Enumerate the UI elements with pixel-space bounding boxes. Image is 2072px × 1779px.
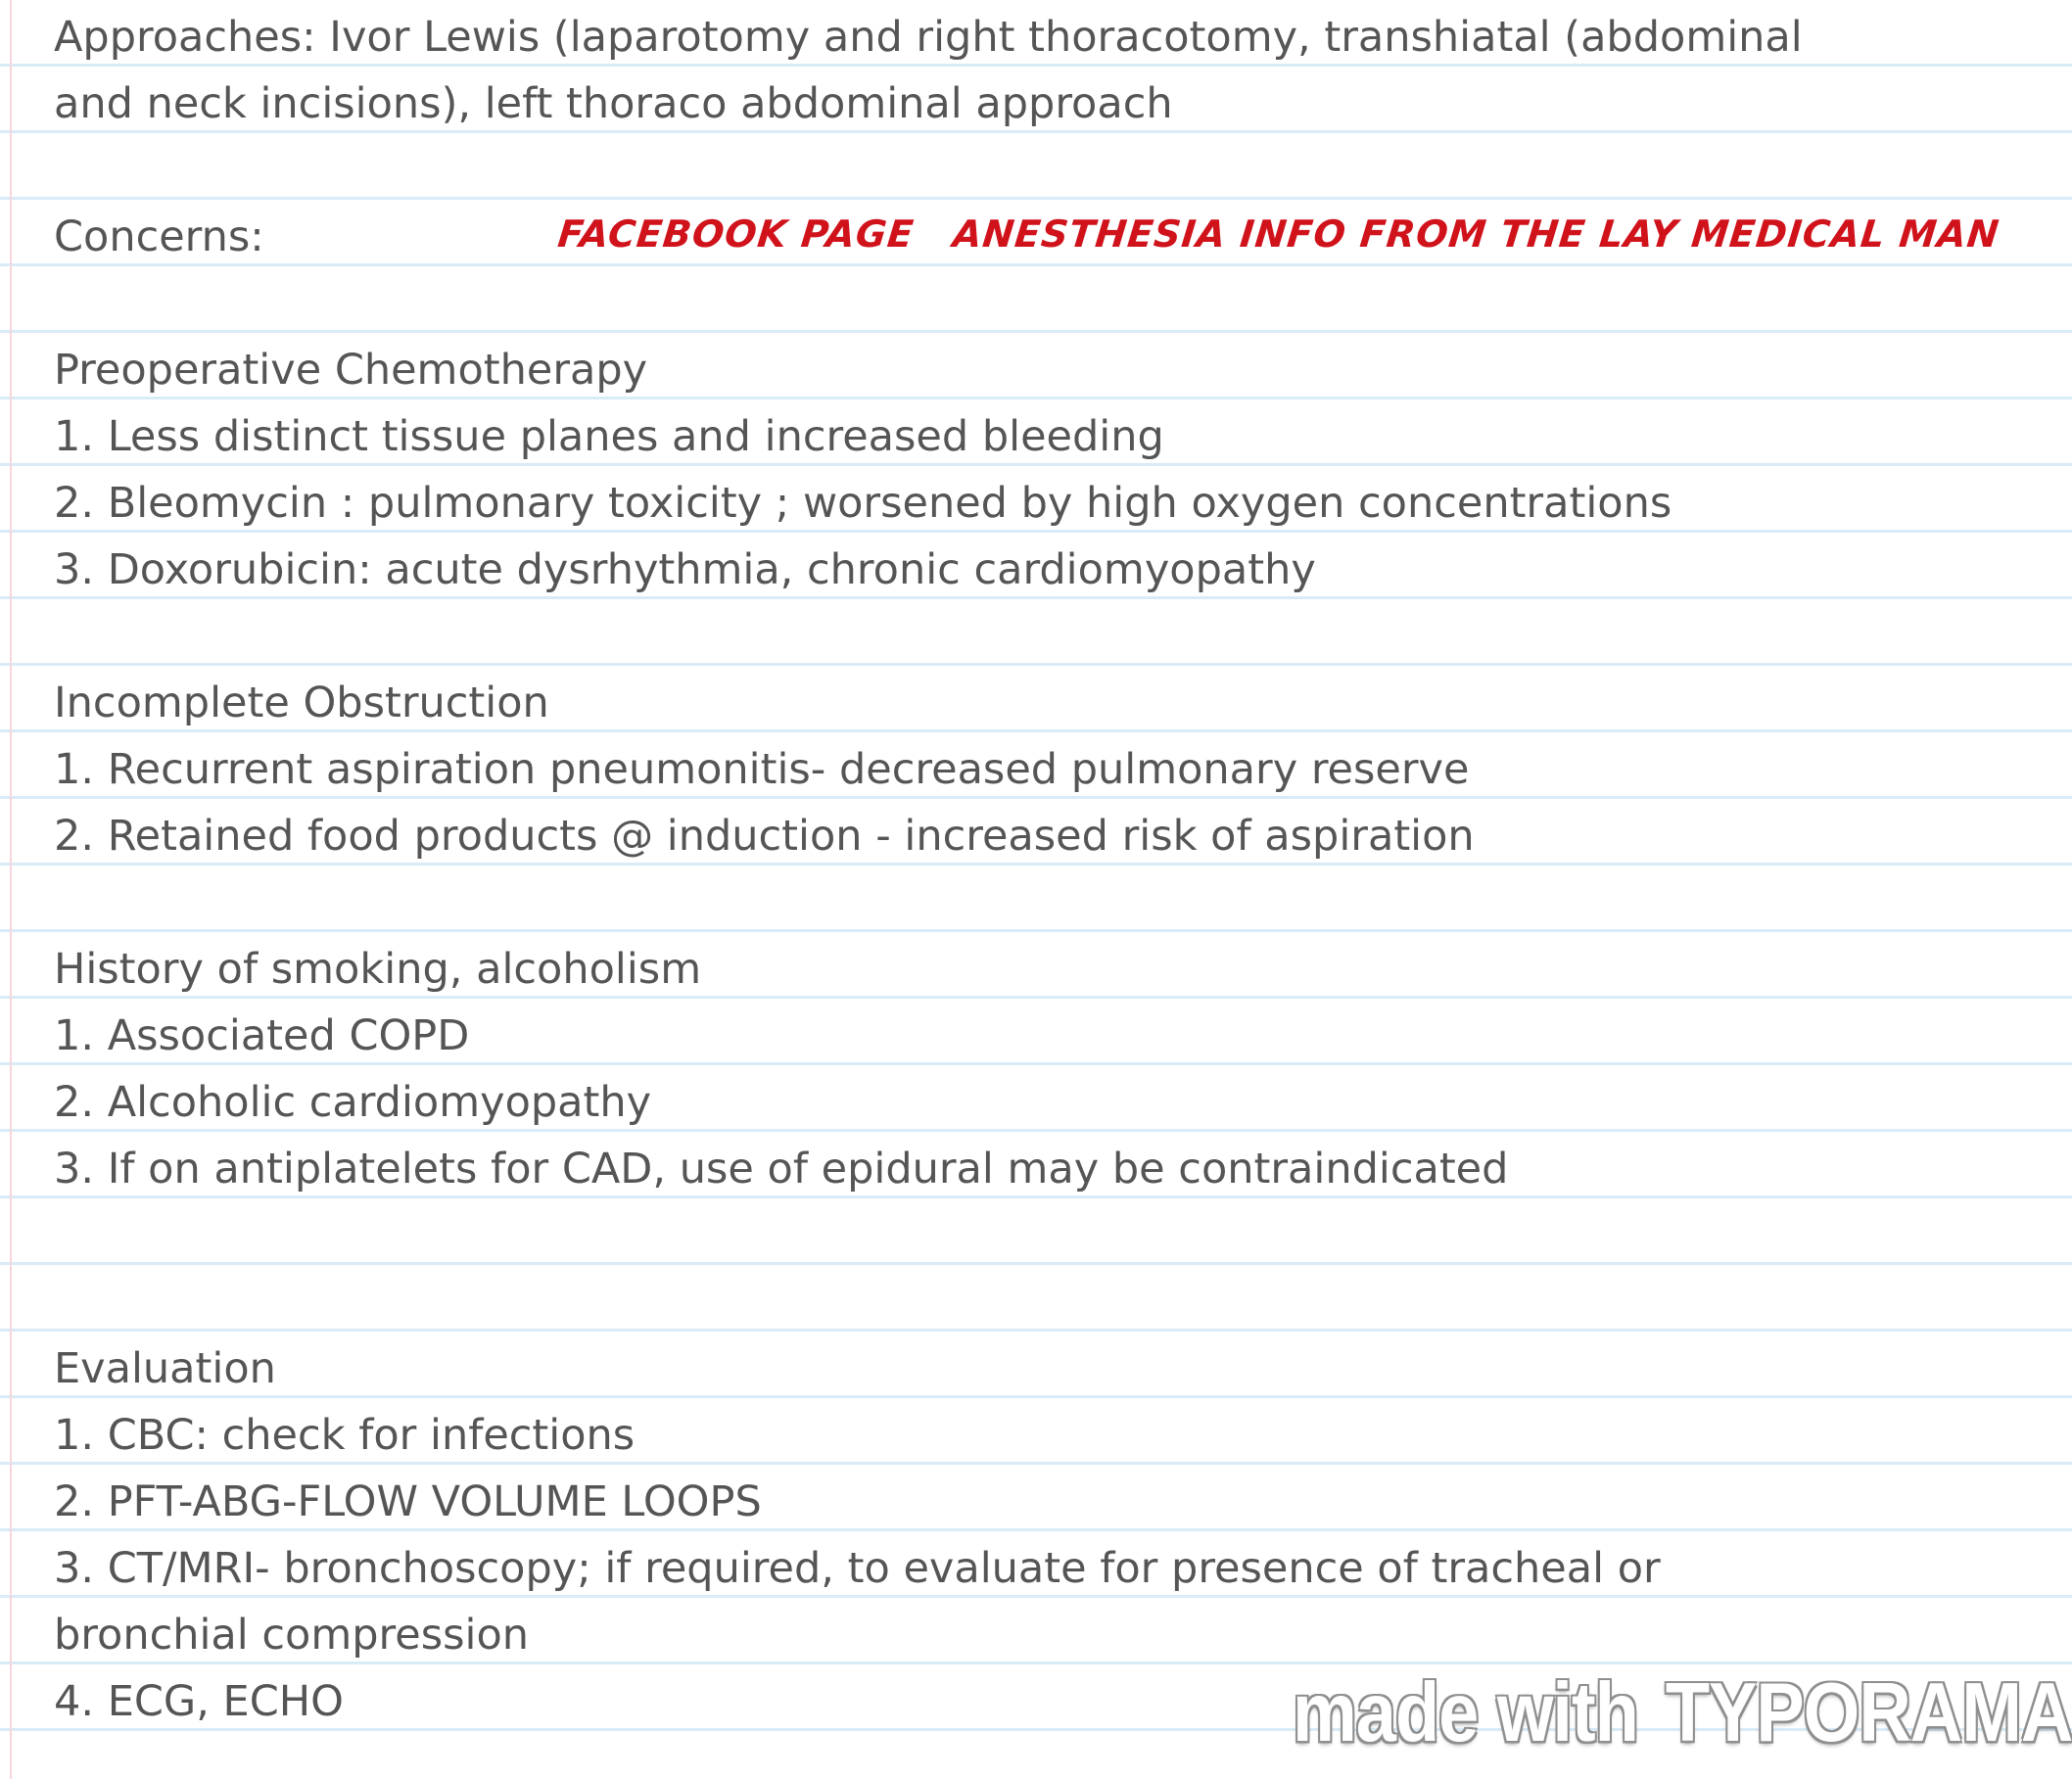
approaches-line-1: Approaches: Ivor Lewis (laparotomy and right thoracotomy, transhiatal (abdominal bbox=[54, 13, 1803, 62]
notebook-margin-line bbox=[10, 0, 12, 1779]
preop-item-3: 3. Doxorubicin: acute dysrhythmia, chronic cardiomyopathy bbox=[54, 545, 1316, 594]
preop-item-2: 2. Bleomycin : pulmonary toxicity ; worsened by high oxygen concentrations bbox=[54, 479, 1672, 528]
history-item-1: 1. Associated COPD bbox=[54, 1011, 470, 1060]
watermark-page-title: ANESTHESIA INFO FROM THE LAY MEDICAL MAN bbox=[951, 212, 2002, 256]
preop-item-1: 1. Less distinct tissue planes and increased bleeding bbox=[54, 412, 1164, 461]
obstruction-item-1: 1. Recurrent aspiration pneumonitis- decreased pulmonary reserve bbox=[54, 745, 1470, 794]
obstruction-heading: Incomplete Obstruction bbox=[54, 679, 549, 727]
spacer bbox=[54, 137, 1914, 204]
history-item-2: 2. Alcoholic cardiomyopathy bbox=[54, 1078, 652, 1127]
evaluation-item-3: 3. CT/MRI- bronchoscopy; if required, to evaluate for presence of tracheal or bbox=[54, 1544, 1661, 1593]
note-body bbox=[54, 4, 1914, 1735]
spacer bbox=[54, 603, 1914, 670]
obstruction-item-2: 2. Retained food products @ induction - increased risk of aspiration bbox=[54, 812, 1475, 861]
history-heading: History of smoking, alcoholism bbox=[54, 945, 702, 994]
typorama-branding bbox=[1293, 1664, 2072, 1760]
evaluation-item-4: 4. ECG, ECHO bbox=[54, 1677, 344, 1726]
spacer bbox=[54, 1269, 1914, 1335]
preop-heading: Preoperative Chemotherapy bbox=[54, 346, 648, 395]
spacer bbox=[54, 869, 1914, 936]
branding-typorama: TYPORAMA bbox=[1665, 1665, 2072, 1759]
evaluation-item-1: 1. CBC: check for infections bbox=[54, 1411, 636, 1460]
evaluation-heading: Evaluation bbox=[54, 1344, 276, 1393]
watermark-facebook-label: FACEBOOK PAGE bbox=[555, 212, 917, 256]
history-item-3: 3. If on antiplatelets for CAD, use of epidural may be contraindicated bbox=[54, 1145, 1509, 1194]
evaluation-item-2: 2. PFT-ABG-FLOW VOLUME LOOPS bbox=[54, 1477, 762, 1526]
spacer bbox=[54, 1202, 1914, 1269]
evaluation-item-3-cont: bronchial compression bbox=[54, 1611, 530, 1660]
concerns-label: Concerns: bbox=[54, 212, 264, 261]
approaches-line-2: and neck incisions), left thoraco abdominal approach bbox=[54, 79, 1173, 128]
spacer bbox=[54, 270, 1914, 337]
branding-made-with: made with bbox=[1293, 1665, 1638, 1759]
facebook-page-watermark bbox=[556, 212, 2001, 256]
